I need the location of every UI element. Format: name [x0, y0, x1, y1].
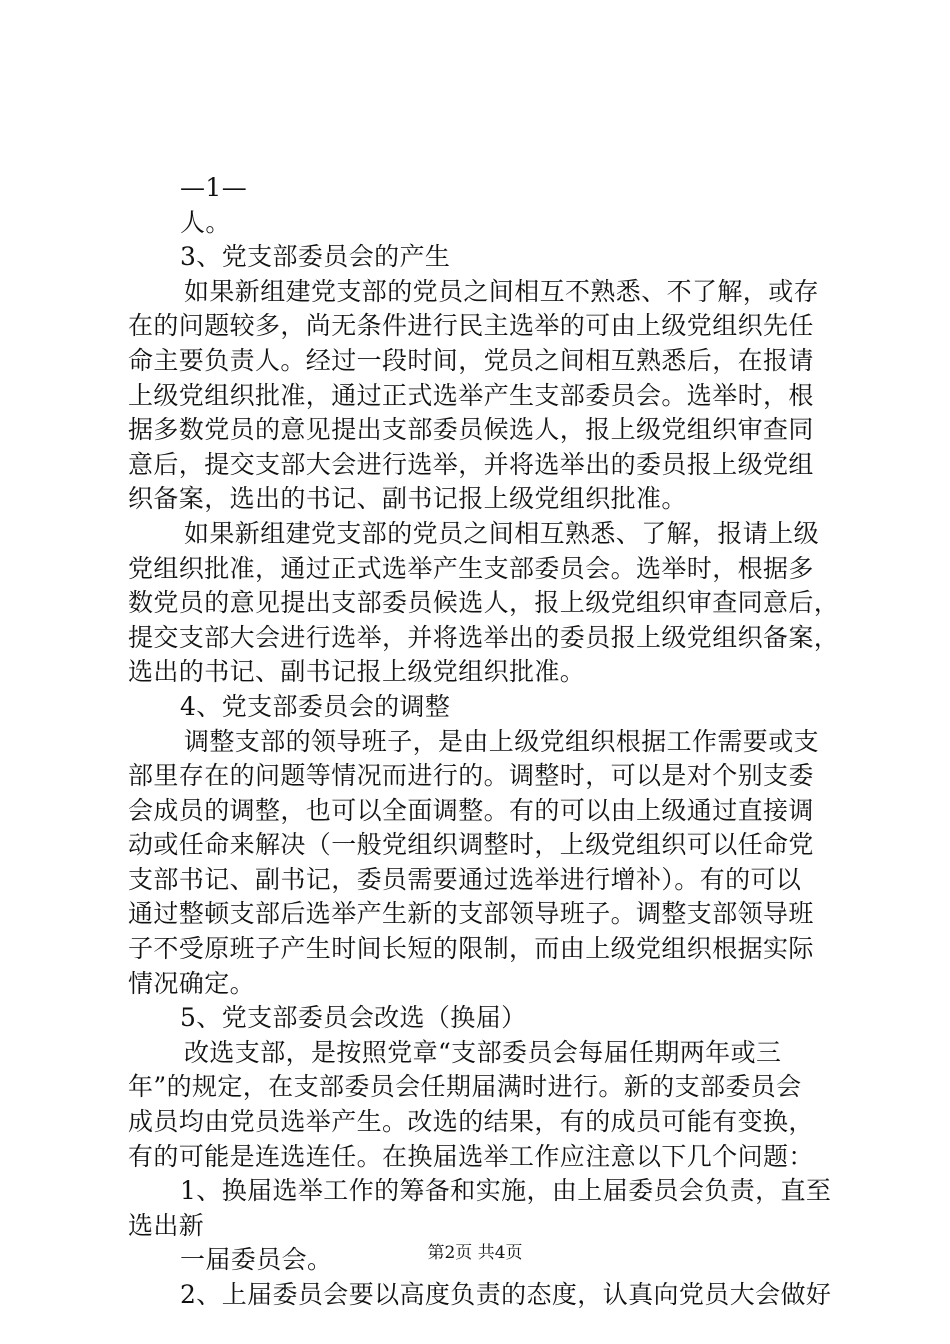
text-line: 上级党组织批准，通过正式选举产生支部委员会。选举时，根 — [128, 380, 814, 410]
section-heading-4: 4、党支部委员会的调整 — [180, 691, 451, 721]
text-line: 子不受原班子产生时间长短的限制，而由上级党组织根据实际 — [128, 934, 814, 964]
text-line: 选出的书记、副书记报上级党组织批准。 — [128, 657, 586, 687]
text-line: 年”的规定，在支部委员会任期届满时进行。新的支部委员会 — [128, 1072, 802, 1102]
page-marker: —1— — [180, 173, 248, 202]
text-line: 数党员的意见提出支部委员候选人，报上级党组织审查同意后， — [128, 588, 840, 618]
text-line: 通过整顿支部后选举产生新的支部领导班子。调整支部领导班 — [128, 899, 814, 929]
text-line: 选出新 — [128, 1210, 205, 1240]
text-line: 支部书记、副书记，委员需要通过选举进行增补）。有的可以 — [128, 864, 802, 894]
text-line: 提交支部大会进行选举，并将选举出的委员报上级党组织备案， — [128, 622, 840, 652]
document-body — [128, 171, 840, 1313]
section-heading-5: 5、党支部委员会改选（换届） — [180, 1003, 527, 1033]
text-line: 命主要负责人。经过一段时间，党员之间相互熟悉后，在报请 — [128, 345, 814, 375]
text-line: 一届委员会。 — [180, 1245, 333, 1275]
list-item-2: 2、上届委员会要以高度负责的态度，认真向党员大会做好 — [180, 1280, 832, 1309]
text-line: 意后，提交支部大会进行选举，并将选举出的委员报上级党组 — [128, 449, 814, 479]
text-line: 调整支部的领导班子，是由上级党组织根据工作需要或支 — [184, 726, 820, 756]
text-line: 党组织批准，通过正式选举产生支部委员会。选举时，根据多 — [128, 553, 814, 583]
text-line: 据多数党员的意见提出支部委员候选人，报上级党组织审查同 — [128, 415, 814, 445]
text-line: 会成员的调整，也可以全面调整。有的可以由上级通过直接调 — [128, 795, 814, 825]
text-line: 成员均由党员选举产生。改选的结果，有的成员可能有变换， — [128, 1107, 814, 1137]
text-line: 如果新组建党支部的党员之间相互熟悉、了解，报请上级 — [184, 518, 820, 548]
text-line: 改选支部，是按照党章“支部委员会每届任期两年或三 — [184, 1037, 782, 1067]
text-line: 部里存在的问题等情况而进行的。调整时，可以是对个别支委 — [128, 761, 814, 791]
section-heading-3: 3、党支部委员会的产生 — [180, 242, 451, 272]
text-line: 人。 — [180, 207, 231, 237]
list-item-1: 1、换届选举工作的筹备和实施，由上届委员会负责，直至 — [180, 1176, 832, 1206]
text-line: 如果新组建党支部的党员之间相互不熟悉、不了解，或存 — [184, 276, 820, 306]
page-footer: 第2页 共4页 — [427, 1243, 523, 1263]
text-line: 情况确定。 — [128, 968, 256, 998]
text-line: 在的问题较多，尚无条件进行民主选举的可由上级党组织先任 — [128, 311, 814, 341]
text-line: 有的可能是连选连任。在换届选举工作应注意以下几个问题： — [128, 1141, 814, 1171]
text-line: 动或任命来解决（一般党组织调整时，上级党组织可以任命党 — [128, 830, 814, 860]
text-line: 织备案，选出的书记、副书记报上级党组织批准。 — [128, 484, 687, 514]
